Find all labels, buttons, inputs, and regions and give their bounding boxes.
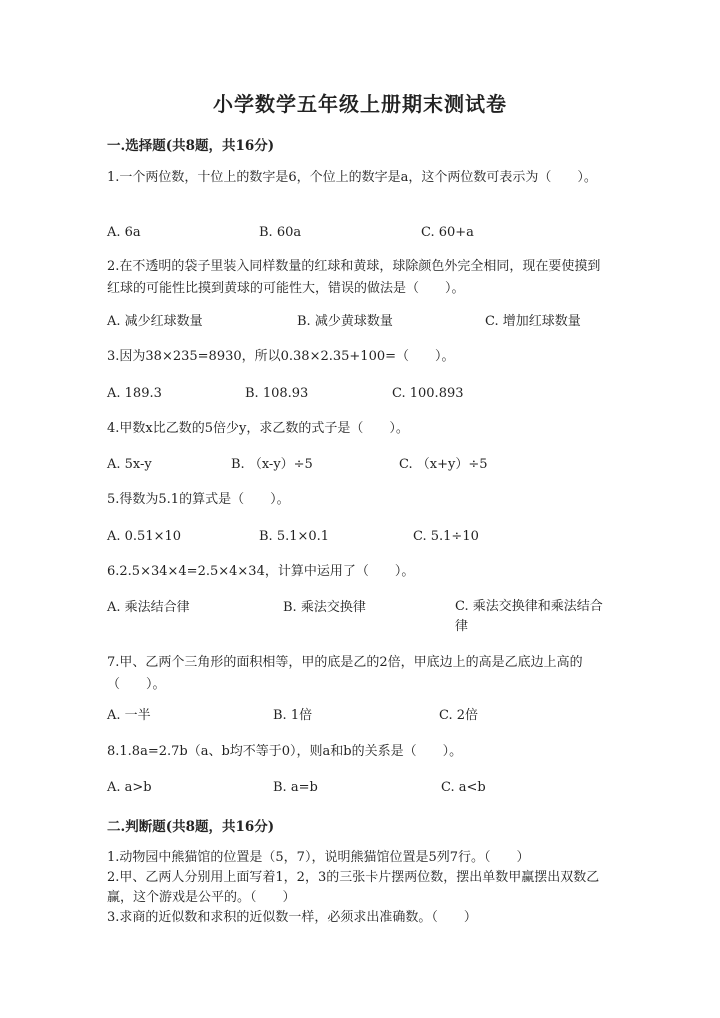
- option-a: A. 5x-y: [107, 457, 152, 472]
- option-b: B. （x-y）÷5: [231, 457, 313, 472]
- question-text: 4.甲数x比乙数的5倍少y，求乙数的式子是（ ）。: [107, 421, 409, 436]
- option-c: C. 5.1÷10: [413, 529, 479, 544]
- option-b: B. 108.93: [245, 386, 309, 401]
- option-a: A. 减少红球数量: [107, 314, 203, 329]
- question-options: [107, 705, 617, 727]
- option-a: A. a>b: [107, 780, 152, 795]
- option-a: A. 乘法结合律: [107, 600, 190, 615]
- question-options: [107, 597, 617, 641]
- option-a: A. 189.3: [107, 386, 162, 401]
- option-c: C. （x+y）÷5: [399, 457, 488, 472]
- question-options: [107, 777, 617, 799]
- option-b: B. a=b: [273, 780, 318, 795]
- option-c: C. 100.893: [392, 386, 464, 401]
- judgement-question: 2.甲、乙两人分别用上面写着1，2，3的三张卡片摆两位数，摆出单数甲赢摆出双数乙赢，这个游戏是公平的。（ ）: [107, 870, 600, 905]
- option-a: A. 一半: [107, 708, 151, 723]
- judgement-question: 1.动物园中熊猫馆的位置是（5，7），说明熊猫馆位置是5列7行。（ ）: [107, 850, 530, 865]
- page-title: 小学数学五年级上册期末测试卷: [213, 92, 507, 116]
- option-b: B. 乘法交换律: [283, 600, 366, 615]
- question-text: 8.1.8a=2.7b（a、b均不等于0），则a和b的关系是（ ）。: [107, 744, 463, 759]
- question-text: 2.在不透明的袋子里装入同样数量的红球和黄球，球除颜色外完全相同，现在要使摸到红球的可能性比摸到黄球的可能性大，错误的做法是（ ）。: [107, 259, 601, 296]
- option-b: B. 减少黄球数量: [297, 314, 393, 329]
- question-options: [107, 526, 617, 548]
- question-text: 6.2.5×34×4=2.5×4×34，计算中运用了（ ）。: [107, 564, 415, 579]
- option-c: C. 2倍: [439, 708, 479, 723]
- option-c: C. 60+a: [421, 225, 474, 240]
- section-heading-choice: 一.选择题(共8题，共16分): [107, 138, 275, 154]
- option-b: B. 60a: [259, 225, 302, 240]
- option-b: B. 5.1×0.1: [259, 529, 330, 544]
- section-heading-judgement: 二.判断题(共8题，共16分): [107, 819, 275, 835]
- option-b: B. 1倍: [273, 708, 313, 723]
- option-c: C. 乘法交换律和乘法结合律: [455, 599, 603, 634]
- option-c: C. 增加红球数量: [485, 314, 581, 329]
- option-c: C. a<b: [441, 780, 486, 795]
- question-options: [107, 383, 617, 405]
- question-options: [107, 454, 617, 476]
- question-text: 1.一个两位数，十位上的数字是6，个位上的数字是a，这个两位数可表示为（ ）。: [107, 170, 597, 185]
- question-text: 7.甲、乙两个三角形的面积相等，甲的底是乙的2倍，甲底边上的高是乙底边上高的（ ）。: [107, 655, 583, 692]
- option-a: A. 6a: [107, 225, 141, 240]
- question-options: [107, 311, 617, 333]
- question-options: [107, 222, 617, 244]
- question-text: 3.因为38×235=8930，所以0.38×2.35+100=（ ）。: [107, 349, 455, 364]
- question-text: 5.得数为5.1的算式是（ ）。: [107, 492, 290, 507]
- option-a: A. 0.51×10: [107, 529, 182, 544]
- judgement-question: 3.求商的近似数和求积的近似数一样，必须求出准确数。（ ）: [107, 910, 477, 925]
